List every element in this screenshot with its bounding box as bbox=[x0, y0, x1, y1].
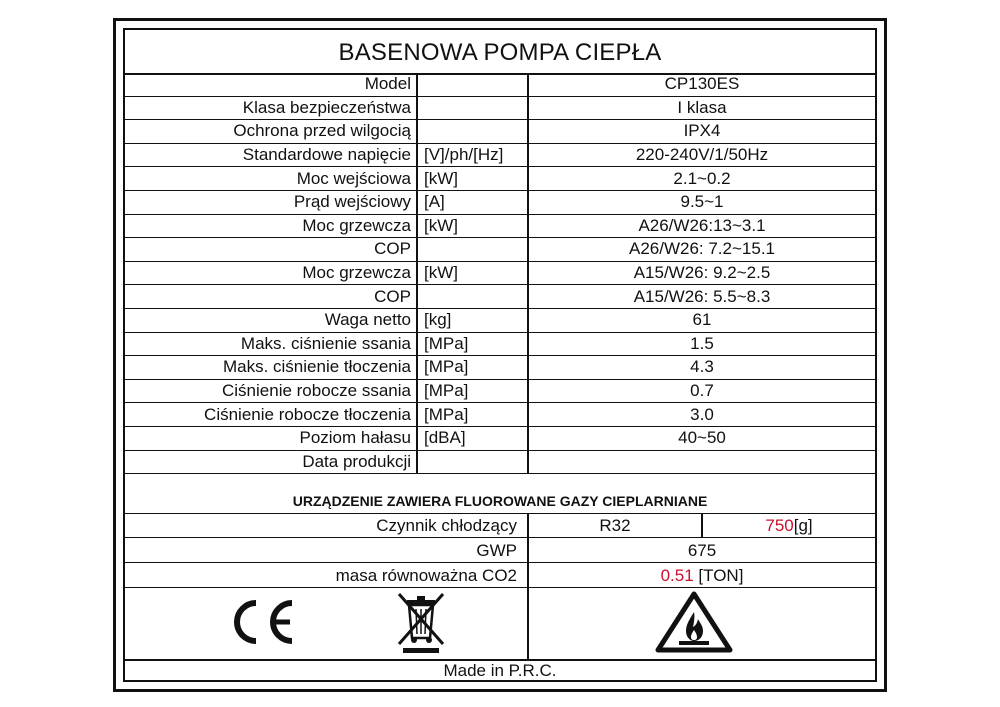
spec-value: 0.7 bbox=[528, 379, 875, 403]
spec-row bbox=[125, 238, 875, 262]
spec-row bbox=[125, 190, 875, 214]
spec-label: Maks. ciśnienie ssania bbox=[125, 332, 417, 356]
spec-label: Moc grzewcza bbox=[125, 261, 417, 285]
spec-unit bbox=[417, 120, 528, 144]
spec-label: Waga netto bbox=[125, 308, 417, 332]
spec-value: A26/W26:13~3.1 bbox=[528, 214, 875, 238]
symbols-row bbox=[125, 585, 875, 661]
spec-row bbox=[125, 143, 875, 167]
spec-value: 61 bbox=[528, 308, 875, 332]
spec-unit: [kW] bbox=[417, 167, 528, 191]
refrigerant-row bbox=[125, 513, 875, 538]
spec-value: 40~50 bbox=[528, 426, 875, 450]
spec-unit: [A] bbox=[417, 190, 528, 214]
spec-row bbox=[125, 214, 875, 238]
spec-unit bbox=[417, 73, 528, 96]
spec-row bbox=[125, 167, 875, 191]
spec-unit: [kg] bbox=[417, 308, 528, 332]
spec-unit bbox=[417, 238, 528, 262]
spec-unit: [kW] bbox=[417, 214, 528, 238]
spec-label: Model bbox=[125, 73, 417, 96]
spec-label: Moc grzewcza bbox=[125, 214, 417, 238]
spec-label: COP bbox=[125, 285, 417, 309]
spec-label: Data produkcji bbox=[125, 450, 417, 474]
refrigerant-label: Czynnik chłodzący bbox=[125, 513, 528, 538]
spec-value: IPX4 bbox=[528, 120, 875, 144]
spec-row bbox=[125, 403, 875, 427]
label-title: BASENOWA POMPA CIEPŁA bbox=[125, 30, 875, 75]
spec-unit: [kW] bbox=[417, 261, 528, 285]
spec-row bbox=[125, 426, 875, 450]
spec-label: Poziom hałasu bbox=[125, 426, 417, 450]
refrigerant-amount: 750 bbox=[765, 515, 794, 535]
co2-value-cell bbox=[528, 563, 875, 588]
spec-label: COP bbox=[125, 238, 417, 262]
spec-label: Standardowe napięcie bbox=[125, 143, 417, 167]
spec-unit: [V]/ph/[Hz] bbox=[417, 143, 528, 167]
spec-value: 1.5 bbox=[528, 332, 875, 356]
origin-footer: Made in P.R.C. bbox=[443, 661, 557, 680]
spec-label: Ochrona przed wilgocią bbox=[125, 120, 417, 144]
crossed-out-bin-icon bbox=[393, 590, 449, 654]
spec-label: Ciśnienie robocze ssania bbox=[125, 379, 417, 403]
spec-label: Klasa bezpieczeństwa bbox=[125, 96, 417, 120]
spec-value: 4.3 bbox=[528, 356, 875, 380]
co2-row bbox=[125, 563, 875, 588]
spec-value: CP130ES bbox=[528, 73, 875, 96]
spec-row bbox=[125, 379, 875, 403]
spec-unit: [dBA] bbox=[417, 426, 528, 450]
spec-unit bbox=[417, 96, 528, 120]
gwp-row bbox=[125, 538, 875, 563]
spec-row bbox=[125, 285, 875, 309]
spec-value: 220-240V/1/50Hz bbox=[528, 143, 875, 167]
co2-unit: [TON] bbox=[698, 565, 744, 585]
spec-label: Prąd wejściowy bbox=[125, 190, 417, 214]
spec-row bbox=[125, 261, 875, 285]
spec-row bbox=[125, 450, 875, 474]
co2-label: masa równoważna CO2 bbox=[125, 563, 528, 588]
refrigerant-amount-cell bbox=[702, 513, 875, 538]
spec-row bbox=[125, 332, 875, 356]
spec-value: 9.5~1 bbox=[528, 190, 875, 214]
spec-value: 3.0 bbox=[528, 403, 875, 427]
gwp-value: 675 bbox=[528, 538, 875, 563]
refrigerant-amount-unit: [g] bbox=[793, 515, 813, 535]
spec-table-body bbox=[125, 73, 875, 474]
spec-unit bbox=[417, 285, 528, 309]
gwp-label: GWP bbox=[125, 538, 528, 563]
spec-value: A26/W26: 7.2~15.1 bbox=[528, 238, 875, 262]
spec-unit bbox=[417, 450, 528, 474]
co2-value: 0.51 bbox=[660, 565, 694, 585]
refrigerant-type: R32 bbox=[528, 513, 702, 538]
spec-row bbox=[125, 308, 875, 332]
spec-row bbox=[125, 73, 875, 96]
spec-unit: [MPa] bbox=[417, 332, 528, 356]
spec-row bbox=[125, 96, 875, 120]
symbols-divider bbox=[527, 585, 529, 659]
spec-label: Moc wejściowa bbox=[125, 167, 417, 191]
spec-value: I klasa bbox=[528, 96, 875, 120]
f-gas-notice: URZĄDZENIE ZAWIERA FLUOROWANE GAZY CIEPLARNIANE bbox=[125, 489, 875, 514]
spec-value: A15/W26: 9.2~2.5 bbox=[528, 261, 875, 285]
spec-label: Maks. ciśnienie tłoczenia bbox=[125, 356, 417, 380]
spec-row bbox=[125, 356, 875, 380]
ce-mark-icon bbox=[223, 597, 297, 647]
spec-value: A15/W26: 5.5~8.3 bbox=[528, 285, 875, 309]
refrigerant-table bbox=[125, 513, 875, 588]
spec-label: Ciśnienie robocze tłoczenia bbox=[125, 403, 417, 427]
spec-row bbox=[125, 120, 875, 144]
flammable-warning-icon bbox=[655, 591, 733, 653]
spec-value: 2.1~0.2 bbox=[528, 167, 875, 191]
spec-value bbox=[528, 450, 875, 474]
spec-unit: [MPa] bbox=[417, 379, 528, 403]
spec-unit: [MPa] bbox=[417, 356, 528, 380]
spec-unit: [MPa] bbox=[417, 403, 528, 427]
spec-table bbox=[125, 73, 875, 474]
rating-label bbox=[123, 28, 877, 682]
